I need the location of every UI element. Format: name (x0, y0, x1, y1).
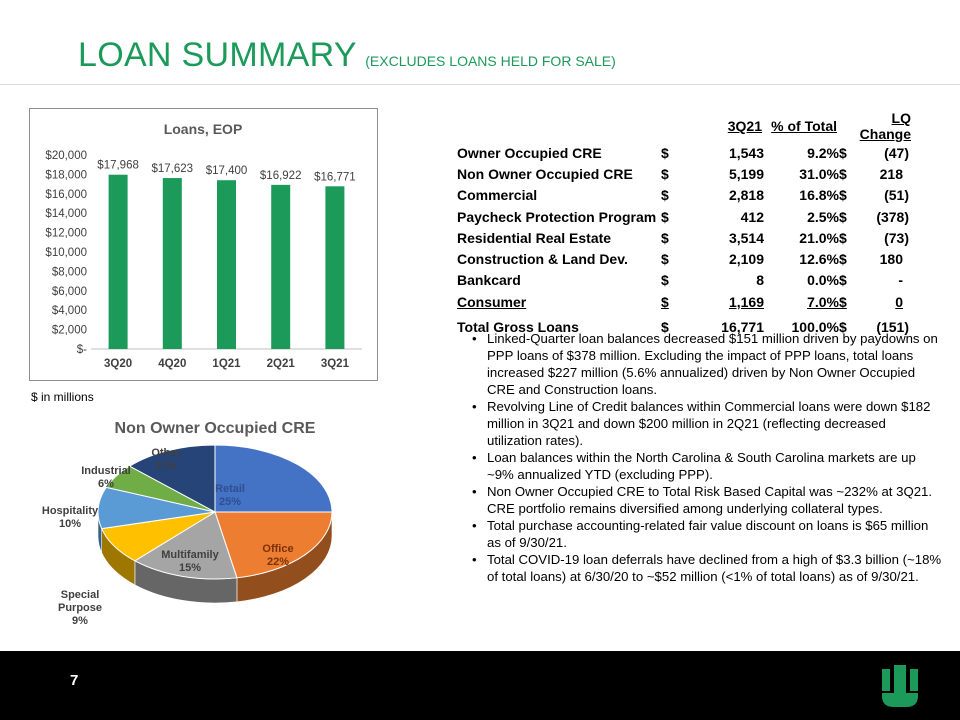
row-label: Residential Real Estate (457, 229, 612, 246)
row-currency: $ (661, 319, 669, 336)
footer-bar (0, 651, 960, 720)
row-3q21-value: 2,818 (728, 187, 764, 204)
page-title (78, 36, 616, 75)
row-currency: $ (661, 144, 669, 161)
row-label: Bankcard (457, 272, 521, 289)
x-tick-label: 3Q21 (320, 358, 349, 370)
x-tick-label: 4Q20 (158, 358, 187, 370)
row-lq-currency: $ (839, 272, 847, 289)
row-pct-total: 0.0% (807, 272, 839, 289)
row-label: Paycheck Protection Program (457, 208, 657, 225)
row-lq-change: (151) (876, 319, 909, 336)
bar-chart (30, 109, 377, 380)
y-tick-label: $6,000 (51, 285, 87, 298)
y-tick-label: $2,000 (51, 324, 87, 337)
row-currency: $ (661, 272, 669, 289)
row-lq-currency: $ (839, 208, 847, 225)
row-lq-currency: $ (839, 293, 847, 310)
bar-chart-title: Loans, EOP (163, 121, 243, 137)
table-row (457, 270, 913, 291)
row-3q21-value: 3,514 (728, 229, 764, 246)
bank-logo-icon (882, 665, 918, 707)
bullet-item: • Linked-Quarter loan balances decreased $151 million driven by paydowns on PPP loans of $378 million. Excluding the impact of PPP loans, total loans increased $227 million (5.6% annualized) driven by Non Owner Occupied CRE and Construction loans. (474, 330, 944, 398)
bar-data-label: $17,968 (97, 159, 139, 172)
bar-data-label: $16,922 (259, 169, 302, 182)
row-lq-change: 0 (895, 293, 903, 310)
pie-label-pct: 15% (178, 562, 202, 574)
pie-label (262, 543, 293, 568)
bullet-item: • Total purchase accounting-related fair value discount on loans is $65 million as of 9/30/21. (474, 517, 944, 551)
row-lq-change: (51) (884, 187, 909, 204)
row-pct-total: 16.8% (799, 187, 839, 204)
bar-data-label: $17,623 (151, 163, 194, 176)
bar (271, 185, 290, 349)
row-label: Non Owner Occupied CRE (457, 165, 633, 182)
pie-label-name: Industrial (81, 465, 131, 477)
pie-label-name: Hospitality (41, 505, 99, 517)
bar-chart-panel (29, 108, 378, 381)
row-pct-total: 7.0% (807, 293, 839, 310)
pie-label-pct: 6% (98, 478, 114, 490)
table-row (457, 142, 913, 163)
row-pct-total: 2.5% (807, 208, 839, 225)
y-tick-label: $- (76, 344, 87, 356)
table-header-row (457, 110, 913, 142)
row-currency: $ (661, 293, 669, 310)
row-lq-change: (73) (884, 229, 909, 246)
pie-label-name-line2: Purpose (57, 602, 103, 614)
row-lq-currency: $ (839, 251, 847, 268)
pie-label-name: Retail (215, 483, 245, 495)
row-3q21-value: 8 (756, 272, 764, 289)
row-pad (909, 163, 913, 184)
x-tick-label: 2Q21 (266, 358, 295, 370)
header-lq-change: LQ Change (859, 110, 911, 142)
pie-label-pct: 10% (58, 518, 82, 530)
bar-data-label: $17,400 (205, 165, 248, 178)
row-pad (909, 248, 913, 269)
table-row (457, 227, 913, 248)
row-lq-currency: $ (839, 187, 847, 204)
commentary-bullets (462, 330, 944, 585)
row-pad (909, 206, 913, 227)
pie-chart-title: Non Owner Occupied CRE (114, 420, 316, 437)
row-label: Construction & Land Dev. (457, 251, 628, 268)
pie-chart (40, 440, 400, 630)
row-pad (909, 185, 913, 206)
row-currency: $ (661, 208, 669, 225)
bar (217, 180, 236, 349)
row-currency: $ (661, 187, 669, 204)
header-spacer (457, 110, 661, 142)
title-subtitle: (EXCLUDES LOANS HELD FOR SALE) (365, 53, 616, 69)
pie-label-name: Other (151, 447, 181, 459)
y-tick-label: $4,000 (51, 305, 87, 318)
table-body (457, 142, 913, 338)
row-3q21-value: 1,169 (728, 293, 764, 310)
row-lq-currency: $ (839, 165, 847, 182)
y-tick-label: $18,000 (45, 169, 87, 182)
y-tick-label: $10,000 (45, 247, 87, 259)
row-pct-total: 21.0% (799, 229, 839, 246)
pie-label (151, 447, 181, 472)
pie-label (58, 589, 102, 627)
row-3q21-value: 5,199 (728, 165, 764, 182)
row-3q21-value: 2,109 (728, 251, 764, 268)
row-pct-total: 31.0% (799, 165, 839, 182)
pie-label-name: Multifamily (161, 549, 219, 561)
table-row (457, 248, 913, 269)
table-row (457, 291, 913, 312)
bullet-item: • Total COVID-19 loan deferrals have declined from a high of $3.3 billion (~18% of total loans) at 6/30/20 to ~$52 million (<1% of total loans) as of 9/30/21. (474, 551, 944, 585)
units-note: $ in millions (31, 390, 94, 404)
row-pct-total: 100.0% (791, 319, 839, 336)
row-lq-currency: $ (839, 319, 847, 336)
title-divider (0, 84, 960, 85)
row-currency: $ (661, 229, 669, 246)
header-3q21: 3Q21 (727, 118, 762, 134)
row-label: Owner Occupied CRE (457, 144, 602, 161)
pie-label-name: Special (60, 589, 100, 601)
row-pad (909, 291, 913, 312)
bar (109, 175, 128, 349)
pie-label-pct: 9% (72, 615, 88, 627)
row-currency: $ (661, 251, 669, 268)
y-tick-label: $16,000 (45, 188, 87, 201)
x-tick-label: 1Q21 (212, 358, 241, 370)
x-tick-label: 3Q20 (104, 358, 133, 370)
row-lq-currency: $ (839, 144, 847, 161)
y-tick-label: $12,000 (45, 227, 87, 240)
row-currency: $ (661, 165, 669, 182)
row-lq-change: 180 (879, 251, 903, 268)
row-3q21-value: 412 (740, 208, 764, 225)
row-pct-total: 9.2% (807, 144, 839, 161)
bullet-item: • Loan balances within the North Carolina & South Carolina markets are up ~9% annualized YTD (excluding PPP). (474, 449, 944, 483)
pie-label (215, 483, 245, 508)
row-pad (909, 142, 913, 163)
row-label: Total Gross Loans (457, 319, 579, 336)
row-lq-currency: $ (839, 229, 847, 246)
bar (325, 186, 344, 349)
row-pct-total: 12.6% (799, 251, 839, 268)
y-tick-label: $8,000 (51, 266, 87, 279)
pie-label-name: Office (262, 543, 294, 555)
loan-table (457, 110, 913, 338)
pie-label-pct: 22% (266, 556, 290, 568)
row-lq-change: 218 (879, 165, 903, 182)
row-3q21-value: 16,771 (721, 319, 764, 336)
header-pct-total: % of Total (771, 118, 837, 134)
title-main: LOAN SUMMARY (78, 36, 357, 74)
row-label: Consumer (457, 293, 527, 310)
row-label: Commercial (457, 187, 538, 204)
y-tick-label: $14,000 (45, 208, 87, 221)
bullet-item: • Revolving Line of Credit balances within Commercial loans were down $182 million in 3Q21 and down $200 million in 2Q21 (reflecting decreased utilization rates). (474, 398, 944, 449)
table-row (457, 163, 913, 184)
row-pad (909, 227, 913, 248)
y-tick-label: $20,000 (45, 150, 87, 162)
row-lq-change: - (898, 272, 903, 289)
pie-label-pct: 25% (218, 496, 242, 508)
pie-label-pct: 13% (154, 460, 178, 472)
pie-label (42, 505, 99, 530)
row-lq-change: (47) (884, 144, 909, 161)
row-3q21-value: 1,543 (728, 144, 764, 161)
row-lq-change: (378) (876, 208, 909, 225)
table-row (457, 185, 913, 206)
table-row (457, 206, 913, 227)
page-number: 7 (70, 672, 79, 689)
bar-data-label: $16,771 (314, 171, 356, 184)
bullet-item: • Non Owner Occupied CRE to Total Risk Based Capital was ~232% at 3Q21. CRE portfolio remains diversified among underlying collateral types. (474, 483, 944, 517)
bar (163, 178, 182, 349)
row-pad (909, 270, 913, 291)
